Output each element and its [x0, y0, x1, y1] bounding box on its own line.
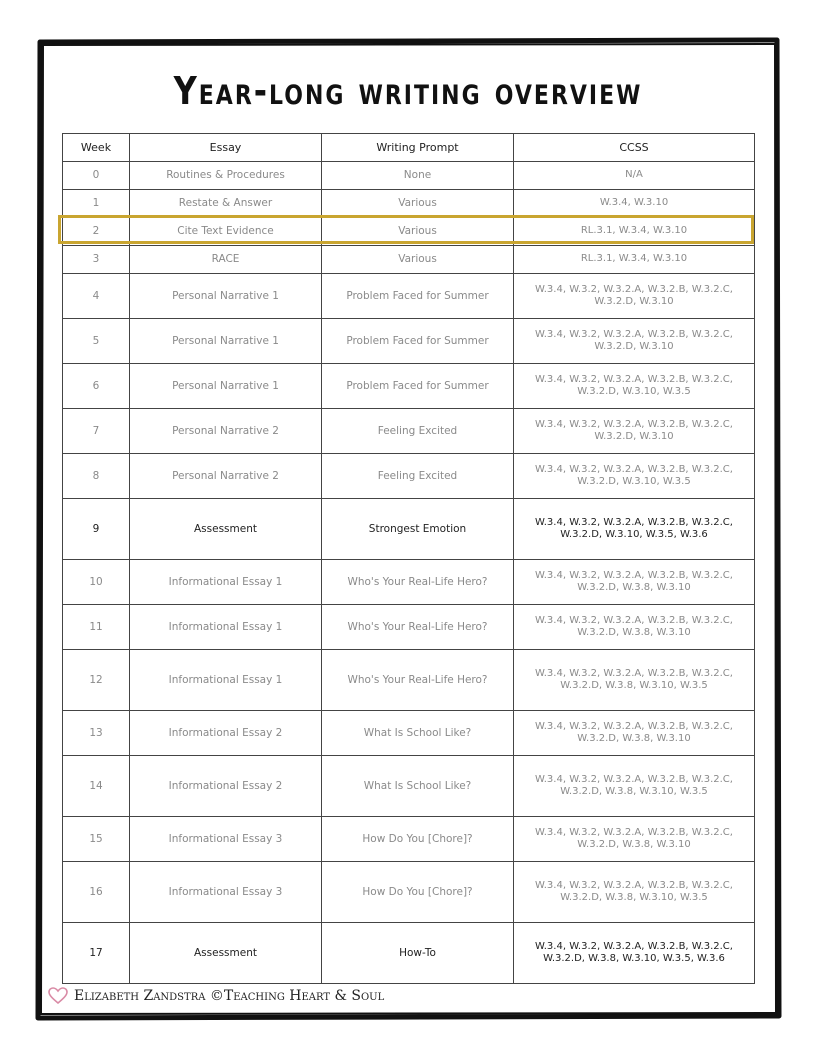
cell-ccss: W.3.4, W.3.2, W.3.2.A, W.3.2.B, W.3.2.C, W.3.2.D, W.3.10, W.3.5 [514, 364, 755, 409]
heart-icon [48, 987, 68, 1005]
cell-week: 4 [63, 274, 130, 319]
header-ccss: CCSS [514, 134, 755, 162]
cell-ccss: RL.3.1, W.3.4, W.3.10 [514, 246, 755, 274]
cell-writing-prompt: None [322, 162, 514, 190]
cell-writing-prompt: Feeling Excited [322, 454, 514, 499]
cell-week: 7 [63, 409, 130, 454]
cell-writing-prompt: How Do You [Chore]? [322, 862, 514, 923]
cell-week: 3 [63, 246, 130, 274]
cell-week: 1 [63, 190, 130, 218]
cell-essay: Assessment [130, 499, 322, 560]
cell-essay: Restate & Answer [130, 190, 322, 218]
cell-ccss: RL.3.1, W.3.4, W.3.10 [514, 218, 755, 246]
cell-essay: Informational Essay 1 [130, 605, 322, 650]
cell-week: 12 [63, 650, 130, 711]
cell-week: 6 [63, 364, 130, 409]
cell-ccss: W.3.4, W.3.2, W.3.2.A, W.3.2.B, W.3.2.C, W.3.2.D, W.3.8, W.3.10, W.3.5, W.3.6 [514, 923, 755, 984]
cell-week: 5 [63, 319, 130, 364]
cell-ccss: W.3.4, W.3.2, W.3.2.A, W.3.2.B, W.3.2.C, W.3.2.D, W.3.10, W.3.5 [514, 454, 755, 499]
footer-text: Elizabeth Zandstra ©Teaching Heart & Soul [74, 988, 385, 1004]
cell-writing-prompt: Problem Faced for Summer [322, 364, 514, 409]
cell-essay: Informational Essay 2 [130, 711, 322, 756]
cell-week: 8 [63, 454, 130, 499]
cell-writing-prompt: Feeling Excited [322, 409, 514, 454]
cell-essay: Personal Narrative 1 [130, 274, 322, 319]
cell-ccss: W.3.4, W.3.2, W.3.2.A, W.3.2.B, W.3.2.C, W.3.2.D, W.3.8, W.3.10, W.3.5 [514, 650, 755, 711]
cell-writing-prompt: How-To [322, 923, 514, 984]
cell-essay: Personal Narrative 1 [130, 364, 322, 409]
table-row [63, 409, 755, 454]
cell-ccss: W.3.4, W.3.2, W.3.2.A, W.3.2.B, W.3.2.C, W.3.2.D, W.3.8, W.3.10, W.3.5 [514, 756, 755, 817]
cell-writing-prompt: Problem Faced for Summer [322, 319, 514, 364]
cell-ccss: W.3.4, W.3.2, W.3.2.A, W.3.2.B, W.3.2.C, W.3.2.D, W.3.8, W.3.10 [514, 711, 755, 756]
table-row [63, 454, 755, 499]
table-row [63, 246, 755, 274]
table-row [63, 650, 755, 711]
footer [48, 986, 384, 1006]
cell-essay: Informational Essay 1 [130, 650, 322, 711]
header-essay: Essay [130, 134, 322, 162]
cell-writing-prompt: Problem Faced for Summer [322, 274, 514, 319]
header-writing-prompt: Writing Prompt [322, 134, 514, 162]
table-row [63, 817, 755, 862]
cell-ccss: W.3.4, W.3.2, W.3.2.A, W.3.2.B, W.3.2.C, W.3.2.D, W.3.8, W.3.10 [514, 560, 755, 605]
header-week: Week [63, 134, 130, 162]
cell-week: 17 [63, 923, 130, 984]
table-row [63, 319, 755, 364]
cell-writing-prompt: What Is School Like? [322, 756, 514, 817]
cell-essay: Cite Text Evidence [130, 218, 322, 246]
cell-ccss: W.3.4, W.3.2, W.3.2.A, W.3.2.B, W.3.2.C, W.3.2.D, W.3.8, W.3.10, W.3.5 [514, 862, 755, 923]
cell-ccss: N/A [514, 162, 755, 190]
cell-writing-prompt: How Do You [Chore]? [322, 817, 514, 862]
cell-week: 10 [63, 560, 130, 605]
cell-essay: Informational Essay 3 [130, 862, 322, 923]
cell-essay: Personal Narrative 2 [130, 409, 322, 454]
table-row [63, 364, 755, 409]
table-row [63, 862, 755, 923]
cell-ccss: W.3.4, W.3.2, W.3.2.A, W.3.2.B, W.3.2.C, W.3.2.D, W.3.10 [514, 409, 755, 454]
cell-essay: Informational Essay 2 [130, 756, 322, 817]
cell-writing-prompt: What Is School Like? [322, 711, 514, 756]
table-row [63, 499, 755, 560]
cell-essay: Assessment [130, 923, 322, 984]
table-row [63, 756, 755, 817]
cell-writing-prompt: Strongest Emotion [322, 499, 514, 560]
cell-week: 9 [63, 499, 130, 560]
cell-week: 0 [63, 162, 130, 190]
cell-essay: Routines & Procedures [130, 162, 322, 190]
cell-essay: Informational Essay 3 [130, 817, 322, 862]
cell-ccss: W.3.4, W.3.2, W.3.2.A, W.3.2.B, W.3.2.C, W.3.2.D, W.3.8, W.3.10 [514, 605, 755, 650]
cell-essay: RACE [130, 246, 322, 274]
cell-writing-prompt: Who's Your Real-Life Hero? [322, 605, 514, 650]
table-row [63, 711, 755, 756]
table-row [63, 560, 755, 605]
writing-overview-table [62, 133, 755, 984]
cell-writing-prompt: Who's Your Real-Life Hero? [322, 650, 514, 711]
cell-essay: Informational Essay 1 [130, 560, 322, 605]
cell-writing-prompt: Who's Your Real-Life Hero? [322, 560, 514, 605]
table-header-row [63, 134, 755, 162]
cell-week: 16 [63, 862, 130, 923]
table-row [63, 605, 755, 650]
table-row [63, 218, 755, 246]
cell-ccss: W.3.4, W.3.2, W.3.2.A, W.3.2.B, W.3.2.C, W.3.2.D, W.3.10, W.3.5, W.3.6 [514, 499, 755, 560]
cell-essay: Personal Narrative 2 [130, 454, 322, 499]
cell-ccss: W.3.4, W.3.2, W.3.2.A, W.3.2.B, W.3.2.C, W.3.2.D, W.3.8, W.3.10 [514, 817, 755, 862]
table-row [63, 923, 755, 984]
cell-writing-prompt: Various [322, 190, 514, 218]
cell-writing-prompt: Various [322, 218, 514, 246]
table-row [63, 162, 755, 190]
cell-week: 2 [63, 218, 130, 246]
cell-week: 11 [63, 605, 130, 650]
cell-writing-prompt: Various [322, 246, 514, 274]
page-title: Year-long writing overview [173, 68, 643, 114]
cell-ccss: W.3.4, W.3.10 [514, 190, 755, 218]
cell-ccss: W.3.4, W.3.2, W.3.2.A, W.3.2.B, W.3.2.C, W.3.2.D, W.3.10 [514, 274, 755, 319]
table-row [63, 190, 755, 218]
cell-essay: Personal Narrative 1 [130, 319, 322, 364]
cell-week: 13 [63, 711, 130, 756]
cell-week: 15 [63, 817, 130, 862]
table-body [63, 162, 755, 984]
cell-ccss: W.3.4, W.3.2, W.3.2.A, W.3.2.B, W.3.2.C, W.3.2.D, W.3.10 [514, 319, 755, 364]
table-row [63, 274, 755, 319]
cell-week: 14 [63, 756, 130, 817]
